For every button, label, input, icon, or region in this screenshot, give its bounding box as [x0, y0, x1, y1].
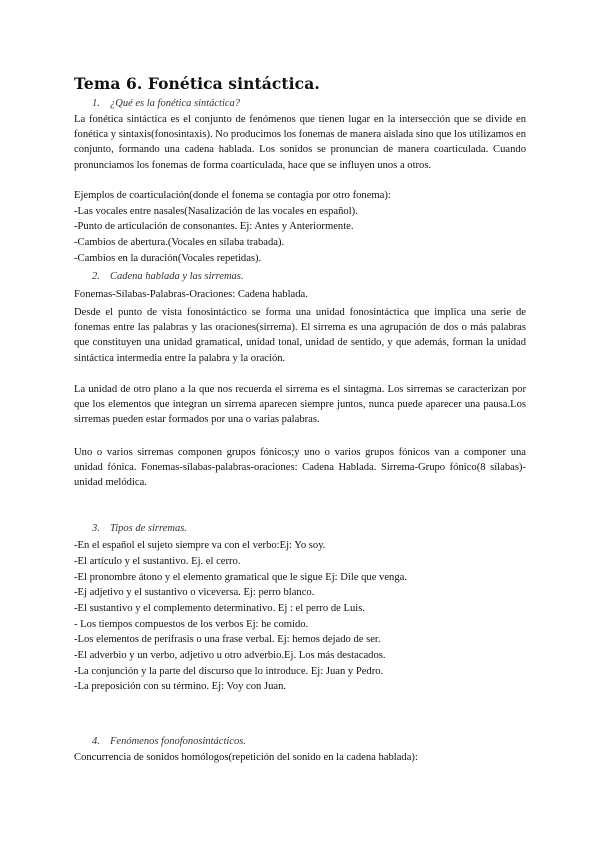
- list-item: -Las vocales entre nasales(Nasalización de las vocales en español).: [74, 206, 358, 217]
- list-item: -El adverbio y un verbo, adjetivo u otro adverbio.Ej. Los más destacados.: [74, 650, 386, 661]
- page-title: Tema 6. Fonética sintáctica.: [74, 74, 320, 93]
- paragraph-sintagma: La unidad de otro plano a la que nos recuerda el sirrema es el sintagma. Los sirremas se caracterizan por que los elementos que integran un sirrema aparecen siempre juntos, nunca puede aparecer una pausa.Los sirremas pueden estar formados por una o varias palabras.: [74, 384, 526, 426]
- section-title: Tipos de sirremas.: [110, 523, 187, 534]
- list-item: -Cambios en la duración(Vocales repetidas).: [74, 253, 262, 264]
- section-number: 4.: [92, 736, 100, 747]
- cadena-hablada-line: Fonemas-Sílabas-Palabras-Oraciones: Cadena hablada.: [74, 289, 308, 300]
- section-heading-4: [92, 736, 246, 747]
- list-item: -El pronombre átono y el elemento gramatical que le sigue Ej: Dile que venga.: [74, 572, 407, 583]
- section-title: ¿Qué es la fonética sintáctica?: [110, 98, 241, 109]
- section-number: 3.: [92, 523, 100, 534]
- list-item: -El artículo y el sustantivo. Ej. el cerro.: [74, 556, 241, 567]
- paragraph-fonetica-sintactica: La fonética sintáctica es el conjunto de fenómenos que tienen lugar en la intersección que se divide en fonética y sintaxis(fonosintaxis). No producimos los fonemas de manera aislada sino que los utilizamos en conjunto, formando una cadena hablada. Los sonidos se pronuncian de manera coarticulada. Cuando pronunciamos los fonemas de forma coarticulada, hace que se influyen unos a otros.: [74, 114, 526, 171]
- list-item: -Cambios de abertura.(Vocales en sílaba trabada).: [74, 237, 285, 248]
- list-item: -La conjunción y la parte del discurso que lo introduce. Ej: Juan y Pedro.: [74, 666, 384, 677]
- section-heading-1: [92, 98, 240, 109]
- section-heading-2: [92, 271, 244, 282]
- list-item: - Los tiempos compuestos de los verbos Ej: he comido.: [74, 619, 309, 630]
- paragraph-grupos-fonicos: Uno o varios sirremas componen grupos fónicos;y uno o varios grupos fónicos van a componer una unidad fónica. Fonemas-sílabas-palabras-oraciones: Cadena Hablada. Sirrema-Grupo fónico(8 sílabas)- unidad melódica.: [74, 447, 526, 489]
- list-item: -El sustantivo y el complemento determinativo. Ej : el perro de Luis.: [74, 603, 365, 614]
- list-item: -Punto de articulación de consonantes. Ej: Antes y Anteriormente.: [74, 221, 354, 232]
- list-item: -La preposición con su término. Ej: Voy con Juan.: [74, 681, 287, 692]
- section-title: Cadena hablada y las sirremas.: [110, 271, 244, 282]
- section-number: 2.: [92, 271, 100, 282]
- list-item: -En el español el sujeto siempre va con el verbo:Ej: Yo soy.: [74, 540, 326, 551]
- list-item: -Los elementos de perífrasis o una frase verbal. Ej: hemos dejado de ser.: [74, 634, 381, 645]
- section-number: 1.: [92, 98, 100, 109]
- list-item: -Ej adjetivo y el sustantivo o viceversa. Ej: perro blanco.: [74, 587, 315, 598]
- examples-intro: Ejemplos de coarticulación(donde el fonema se contagia por otro fonema):: [74, 190, 391, 201]
- paragraph-sirrema-definition: Desde el punto de vista fonosintáctico se forma una unidad fonosintáctica que implica una serie de fonemas entre las palabras y las oraciones(sirrema). El sirrema es una agrupación de dos o más palabras que constituyen una unidad gramatical, unidad tonal, unidad de sentido, y que además, forman la unidad sintáctica intermedia entre la palabra y la oración.: [74, 307, 526, 364]
- concurrencia-line: Concurrencia de sonidos homólogos(repetición del sonido en la cadena hablada):: [74, 752, 418, 763]
- section-title: Fenómenos fonofonosintácticos.: [110, 736, 246, 747]
- section-heading-3: [92, 523, 187, 534]
